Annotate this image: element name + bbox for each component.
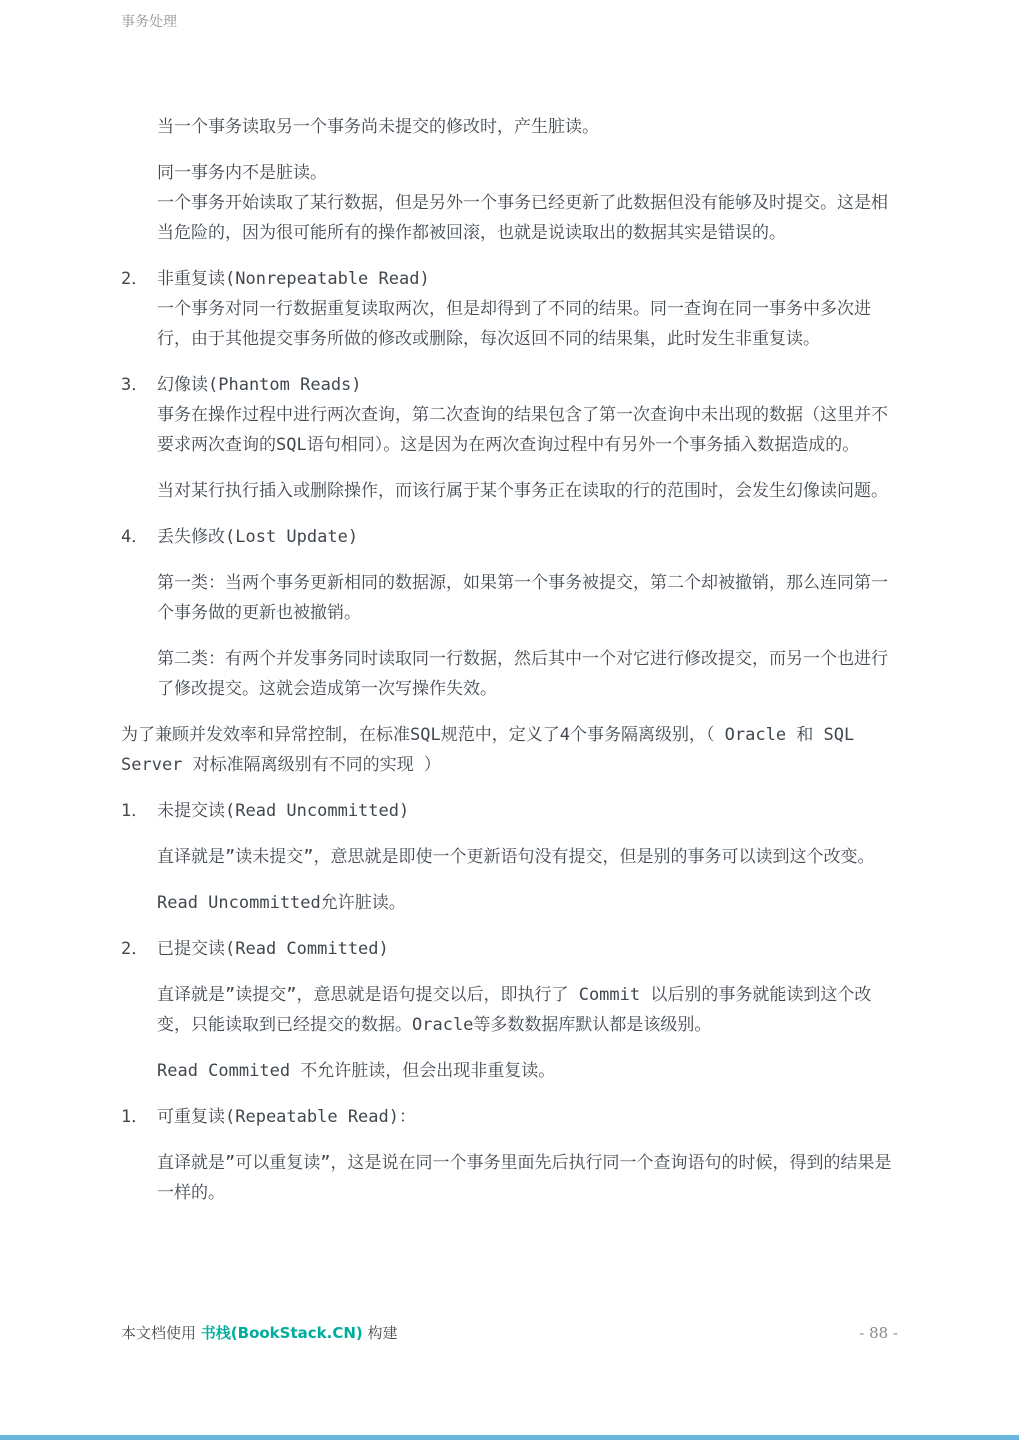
footer-credit-suffix: 构建 bbox=[362, 1324, 398, 1342]
paragraph-line: 当对某行执行插入或删除操作，而该行属于某个事务正在读取的行的范围时，会发生幻像读问题。 bbox=[157, 481, 888, 501]
footer-credit bbox=[121, 1322, 398, 1344]
list-item bbox=[121, 796, 898, 826]
page-header bbox=[121, 12, 898, 32]
paragraph bbox=[121, 158, 898, 248]
list-item-title: 可重复读(Repeatable Read)： bbox=[157, 1107, 416, 1127]
paragraph bbox=[121, 568, 898, 628]
list-item-number: 1． bbox=[121, 801, 149, 821]
list-item-number: 2． bbox=[121, 939, 149, 959]
paragraph-line: 直译就是”读提交”，意思就是语句提交以后，即执行了 Commit 以后别的事务就能读到这个改变，只能读取到已经提交的数据。Oracle等多数数据库默认都是该级别。 bbox=[157, 985, 872, 1035]
list-item bbox=[121, 1102, 898, 1132]
page-header-title: 事务处理 bbox=[121, 14, 177, 30]
list-item bbox=[121, 370, 898, 460]
paragraph bbox=[121, 112, 898, 142]
list-item-title: 幻像读(Phantom Reads) bbox=[157, 375, 362, 395]
paragraph-line: 同一事务内不是脏读。 bbox=[157, 163, 327, 183]
list-item-title: 未提交读(Read Uncommitted) bbox=[157, 801, 410, 821]
list-item-title: 非重复读(Nonrepeatable Read) bbox=[157, 269, 430, 289]
paragraph-line: 直译就是”读未提交”，意思就是即使一个更新语句没有提交，但是别的事务可以读到这个改变。 bbox=[157, 847, 875, 867]
list-item-head bbox=[121, 934, 898, 964]
list-item-number: 2． bbox=[121, 269, 149, 289]
paragraph-line: 第二类：有两个并发事务同时读取同一行数据，然后其中一个对它进行修改提交，而另一个也进行了修改提交。这就会造成第一次写操作失效。 bbox=[157, 649, 888, 699]
footer-brand-link[interactable]: 书栈(BookStack.CN) bbox=[200, 1324, 363, 1342]
list-item bbox=[121, 934, 898, 964]
paragraph bbox=[121, 644, 898, 704]
footer-credit-prefix: 本文档使用 bbox=[121, 1324, 201, 1342]
paragraph bbox=[121, 842, 898, 872]
paragraph bbox=[121, 980, 898, 1040]
list-item-head bbox=[121, 522, 898, 552]
paragraph bbox=[121, 888, 898, 918]
paragraph-line: 第一类：当两个事务更新相同的数据源，如果第一个事务被提交，第二个却被撤销，那么连同第一个事务做的更新也被撤销。 bbox=[157, 573, 888, 623]
paragraph bbox=[121, 476, 898, 506]
list-item-number: 3． bbox=[121, 375, 149, 395]
page-footer bbox=[121, 1322, 898, 1344]
paragraph bbox=[121, 1056, 898, 1086]
paragraph bbox=[121, 1148, 898, 1208]
list-item-head bbox=[121, 1102, 898, 1132]
list-item-number: 4． bbox=[121, 527, 149, 547]
document-content bbox=[121, 112, 898, 1224]
list-item-head bbox=[121, 796, 898, 826]
list-item-head bbox=[121, 370, 898, 400]
paragraph-line: 为了兼顾并发效率和异常控制，在标准SQL规范中，定义了4个事务隔离级别，（ Oracle 和 SQL Server 对标准隔离级别有不同的实现 ） bbox=[121, 725, 855, 775]
paragraph-line: 一个事务开始读取了某行数据，但是另外一个事务已经更新了此数据但没有能够及时提交。这是相当危险的，因为很可能所有的操作都被回滚，也就是说读取出的数据其实是错误的。 bbox=[157, 193, 888, 243]
page-number: - 88 - bbox=[859, 1324, 898, 1342]
list-item-head bbox=[121, 264, 898, 294]
page-bottom-rule bbox=[0, 1435, 1019, 1440]
paragraph-line: 当一个事务读取另一个事务尚未提交的修改时，产生脏读。 bbox=[157, 117, 599, 137]
list-item bbox=[121, 522, 898, 552]
list-item-title: 已提交读(Read Committed) bbox=[157, 939, 389, 959]
paragraph-line: 直译就是”可以重复读”，这是说在同一个事务里面先后执行同一个查询语句的时候，得到的结果是一样的。 bbox=[157, 1153, 892, 1203]
list-item-body: 事务在操作过程中进行两次查询，第二次查询的结果包含了第一次查询中未出现的数据（这里并不要求两次查询的SQL语句相同）。这是因为在两次查询过程中有另外一个事务插入数据造成的。 bbox=[157, 405, 888, 455]
list-item bbox=[121, 264, 898, 354]
paragraph-line: Read Commited 不允许脏读，但会出现非重复读。 bbox=[157, 1061, 556, 1081]
paragraph bbox=[121, 720, 898, 780]
list-item-number: 1． bbox=[121, 1107, 149, 1127]
list-item-body: 一个事务对同一行数据重复读取两次，但是却得到了不同的结果。同一查询在同一事务中多次进行，由于其他提交事务所做的修改或删除，每次返回不同的结果集，此时发生非重复读。 bbox=[157, 299, 871, 349]
list-item-title: 丢失修改(Lost Update) bbox=[157, 527, 359, 547]
paragraph-line: Read Uncommitted允许脏读。 bbox=[157, 893, 406, 913]
